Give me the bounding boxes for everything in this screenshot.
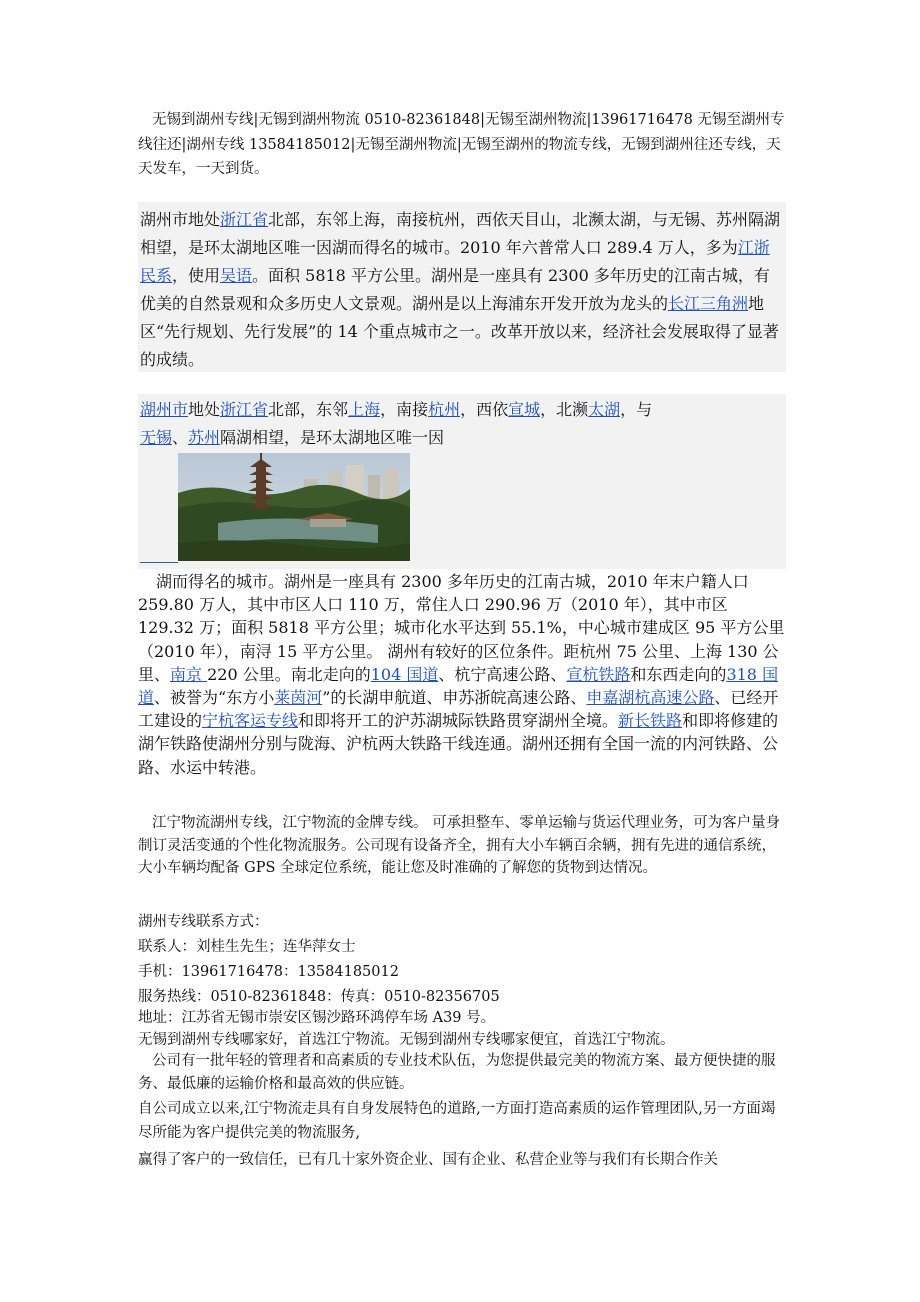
- text: 、杭宁高速公路、: [438, 664, 567, 684]
- text: 隔湖相望，是环太湖地区唯一因: [220, 428, 445, 447]
- text: 和即将修建的湖乍铁路使湖州分别与陇海、沪杭两大铁路干线连通。湖州还拥有全国一流的内河铁路、公路、水运中转港。: [138, 711, 779, 777]
- text: 地区“先行规划、先行发展”的 14 个重点城市之一。改革开放以来，经济社会发展取得了显著的成绩。: [140, 294, 779, 369]
- text: 、被誉为“东方小: [154, 688, 275, 708]
- link-shenjiahuhang-expressway[interactable]: 申嘉湖杭高速公路: [586, 688, 715, 708]
- contact-heading: 湖州专线联系方式：: [138, 914, 269, 930]
- contact-hotline: 服务热线：0510-82361848：传真：0510-82356705: [138, 989, 500, 1005]
- huzhou-overview-paragraph: [138, 202, 786, 372]
- link-xuanhang-railway[interactable]: 宣杭铁路: [566, 664, 631, 684]
- huzhou-pagoda-photo: [178, 453, 410, 561]
- text: ，西依: [460, 400, 509, 419]
- link-wuxi[interactable]: 无锡: [140, 428, 173, 447]
- link-huzhou[interactable]: 湖州市: [140, 400, 189, 419]
- link-changjiang-delta[interactable]: 长江三角洲: [668, 294, 749, 313]
- recommend-line: 无锡到湖州专线哪家好，首选江宁物流。无锡到湖州专线哪家便宜，首选江宁物流。: [138, 1032, 675, 1048]
- link-rhine[interactable]: 莱茵河: [274, 688, 323, 708]
- contact-person: 联系人：刘桂生先生；连华萍女士: [138, 939, 356, 955]
- text: 、已经开工建设的: [138, 688, 779, 731]
- text: 220 公里。南北走向的: [207, 664, 371, 684]
- huzhou-detail-paragraph: [138, 570, 786, 779]
- link-318-road[interactable]: 318 国道: [138, 664, 779, 708]
- text: 。面积 5818 平方公里。湖州是一座具有 2300 多年历史的江南古城，有优美的自然景观和众多历史人文景观。湖州是以上海浦东开发开放为龙头的: [140, 266, 770, 313]
- contact-mobile: 手机：13961716478：13584185012: [138, 964, 399, 980]
- text: 湖而得名的城市。湖州是一座具有 2300 多年历史的江南古城，2010 年末户籍人口 259.80 万人，其中市区人口 110 万，常住人口 290.96 万（2010 年），其中市区 129.32 万；面积 5818 平方公里；城市化水平达到 55.1%，中心城市建成区 95 平方公里（2010 年），南浔 15 平方公里。 湖州有较好的区位条件。距杭州 75 公里、上海 130 公里、: [138, 572, 785, 684]
- text: 、: [172, 428, 189, 447]
- history-paragraph: 自公司成立以来,江宁物流走具有自身发展特色的道路,一方面打造高素质的运作管理团队,另一方面竭尽所能为客户提供完美的物流服务,: [138, 1101, 776, 1141]
- text: ，使用: [172, 266, 221, 285]
- link-hangzhou[interactable]: 杭州: [428, 400, 461, 419]
- text: ，南接: [380, 400, 429, 419]
- text: 湖州市地处: [140, 210, 221, 229]
- link-ninghang-railway[interactable]: 宁杭客运专线: [202, 711, 299, 731]
- text: 和即将开工的沪苏湖城际铁路贯穿湖州全境。: [298, 711, 619, 731]
- text: ，北濒: [540, 400, 589, 419]
- link-wuyu[interactable]: 吴语: [220, 266, 253, 285]
- link-zhejiang-2[interactable]: 浙江省: [220, 400, 269, 419]
- text: 北部，东邻: [268, 400, 349, 419]
- link-suzhou[interactable]: 苏州: [188, 428, 221, 447]
- text: 和东西走向的: [630, 664, 727, 684]
- contact-address: 地址：江苏省无锡市崇安区锡沙路环鸿停车场 A39 号。: [138, 1010, 496, 1026]
- service-paragraph: 江宁物流湖州专线，江宁物流的金牌专线。 可承担整车、零单运输与货运代理业务，可为客户量身制订灵活变通的个性化物流服务。公司现有设备齐全，拥有大小车辆百余辆，拥有先进的通信系统，大小车辆均配备 GPS 全球定位系统，能让您及时准确的了解您的货物到达情况。: [138, 815, 781, 876]
- trust-paragraph: 赢得了客户的一致信任，已有几十家外资企业、国有企业、私营企业等与我们有长期合作关: [138, 1152, 718, 1168]
- link-xinchang-railway[interactable]: 新长铁路: [618, 711, 683, 731]
- photo-illustration: [178, 453, 410, 561]
- image-caption-underline: [140, 562, 178, 563]
- link-104-road[interactable]: 104 国道: [370, 664, 439, 684]
- link-jiangzhe-minxi[interactable]: 江浙民系: [140, 238, 770, 285]
- link-xuancheng[interactable]: 宣城: [508, 400, 541, 419]
- text: ，与: [620, 400, 653, 419]
- team-paragraph: 公司有一批年轻的管理者和高素质的专业技术队伍，为您提供最完美的物流方案、最方便快捷的服务、最低廉的运输价格和最高效的供应链。: [138, 1053, 776, 1092]
- link-zhejiang[interactable]: 浙江省: [220, 210, 269, 229]
- text: 地处: [188, 400, 221, 419]
- link-taihu[interactable]: 太湖: [588, 400, 621, 419]
- link-shanghai[interactable]: 上海: [348, 400, 381, 419]
- intro-paragraph: 无锡到湖州专线|无锡到湖州物流 0510-82361848|无锡至湖州物流|13961716478 无锡至湖州专线往还|湖州专线 13584185012|无锡至湖州物流|无锡至湖州的物流专线，无锡到湖州往还专线，天天发车，一天到货。: [138, 112, 785, 177]
- text: 北部，东邻上海，南接杭州，西依天目山，北濒太湖，与无锡、苏州隔湖相望，是环太湖地区唯一因湖而得名的城市。2010 年六普常人口 289.4 万人，多为: [140, 210, 781, 257]
- text: ”的长湖申航道、申苏浙皖高速公路、: [322, 688, 587, 708]
- link-nanjing[interactable]: 南京: [170, 664, 208, 684]
